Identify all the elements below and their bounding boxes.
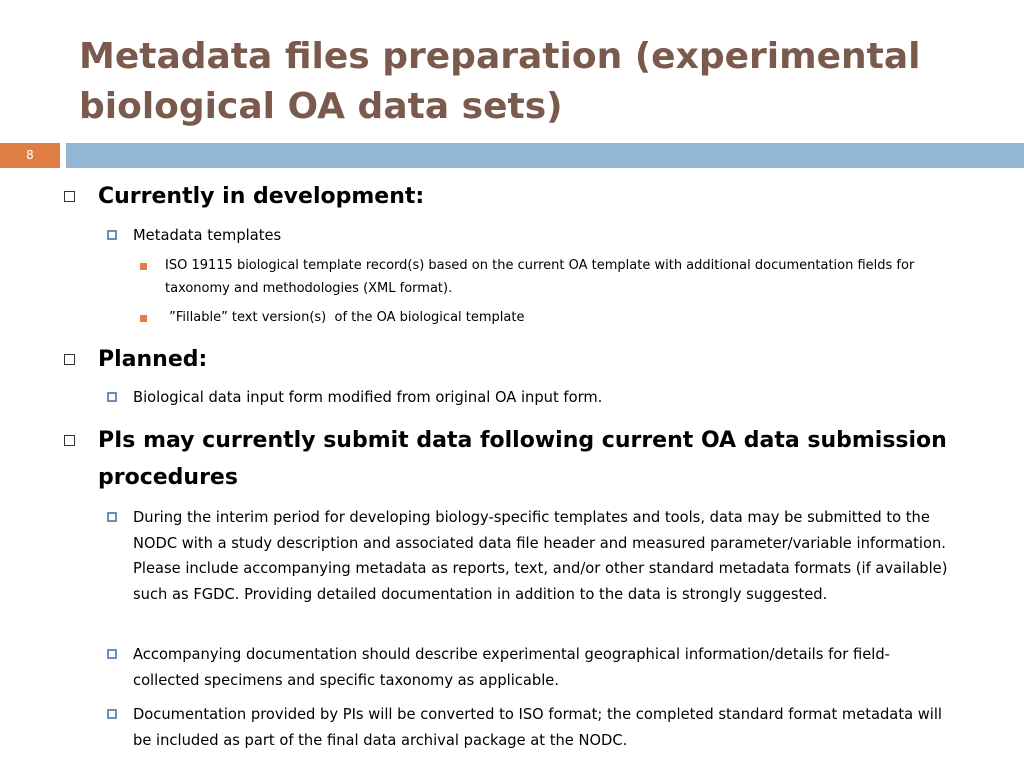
bullet-text: Currently in development: — [98, 184, 425, 209]
slide-title: Metadata files preparation (experimental biological OA data sets) — [79, 36, 921, 127]
filled-square-bullet-icon — [140, 263, 147, 270]
sub-bullet-input-form — [133, 385, 953, 411]
sub-bullet-accompanying-docs — [133, 642, 953, 693]
filled-square-bullet-icon — [140, 315, 147, 322]
bullet-planned — [98, 341, 978, 378]
bullet-text: ISO 19115 biological template record(s) based on the current OA template with additional documentation fields for taxonomy and methodologies (XML format). — [165, 258, 915, 296]
hollow-square-bullet-icon — [64, 354, 75, 365]
sub-bullet-iso-conversion — [133, 702, 953, 753]
bullet-text: ”Fillable” text version(s) of the OA biological template — [165, 310, 525, 325]
sub-sub-bullet-iso-template — [165, 255, 965, 300]
bullet-text: PIs may currently submit data following current OA data submission procedures — [98, 428, 947, 490]
square-bullet-icon — [107, 230, 117, 240]
square-bullet-icon — [107, 709, 117, 719]
square-bullet-icon — [107, 392, 117, 402]
bullet-text: During the interim period for developing biology-specific templates and tools, data may be submitted to the NODC with a study description and associated data file header and measured parameter/variable information. Please include accompanying metadata as reports, text, and/or other standard metadata formats (if available) such as FGDC. Providing detailed documentation in addition to the data is strongly suggested. — [133, 509, 948, 603]
bullet-text: Accompanying documentation should describe experimental geographical information/details for field-collected specimens and specific taxonomy as applicable. — [133, 646, 890, 689]
sub-bullet-metadata-templates — [133, 223, 953, 249]
bullet-text: Biological data input form modified from original OA input form. — [133, 389, 603, 406]
title-divider-bar — [66, 143, 1024, 168]
hollow-square-bullet-icon — [64, 191, 75, 202]
sub-sub-bullet-fillable-version — [165, 307, 965, 330]
square-bullet-icon — [107, 649, 117, 659]
bullet-text: Planned: — [98, 347, 208, 372]
slide-number: 8 — [26, 148, 34, 162]
bullet-pis-submit — [98, 422, 978, 496]
bullet-currently-in-development — [98, 178, 978, 215]
hollow-square-bullet-icon — [64, 435, 75, 446]
bullet-text: Documentation provided by PIs will be converted to ISO format; the completed standard format metadata will be included as part of the final data archival package at the NODC. — [133, 706, 942, 749]
square-bullet-icon — [107, 512, 117, 522]
sub-bullet-interim-period — [133, 505, 953, 607]
bullet-text: Metadata templates — [133, 227, 282, 244]
